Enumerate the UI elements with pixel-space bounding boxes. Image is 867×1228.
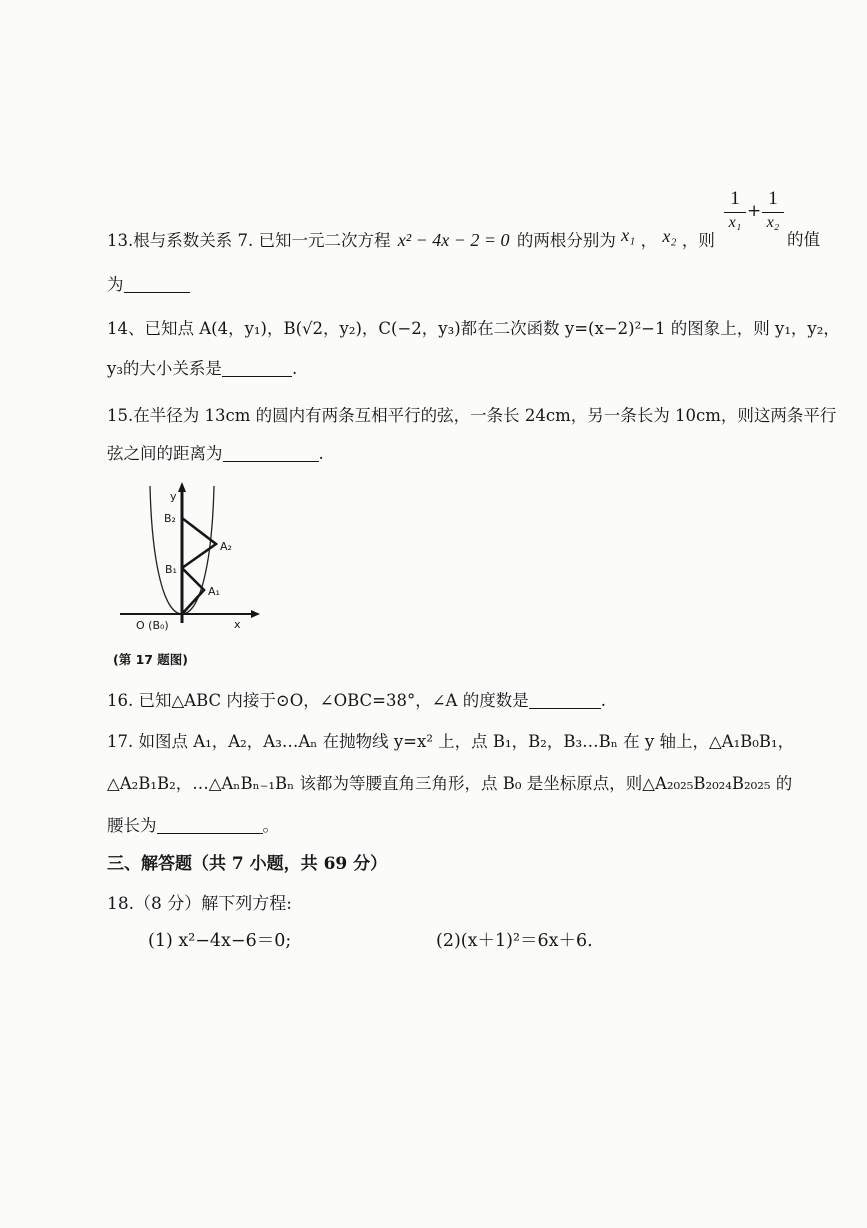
q13-frac2-num: 1	[768, 188, 778, 209]
q13-plus: +	[747, 201, 762, 221]
x-axis-arrow-icon	[251, 610, 260, 618]
q13-then: ，则	[681, 231, 715, 250]
q13-equation: x² − 4x − 2 = 0	[397, 230, 510, 250]
q17-figure	[110, 478, 280, 648]
q17-end: 。	[262, 816, 279, 835]
q17-line3	[107, 815, 279, 837]
b1-label: B₁	[165, 563, 177, 576]
a2-label: A₂	[220, 540, 232, 553]
y-axis-label: y	[170, 490, 177, 503]
q13-frac2-den: x₂	[766, 214, 780, 231]
q18-title: 18.（8 分）解下列方程:	[107, 894, 292, 914]
q13-prefix: 13.根与系数关系 7. 已知一元二次方程	[107, 231, 391, 250]
a1-label: A₁	[208, 585, 220, 598]
answer-blank-14	[222, 360, 292, 377]
y-axis-arrow-icon	[178, 482, 186, 492]
x-axis-label: x	[234, 618, 241, 631]
q17-line1: 17. 如图点 A₁，A₂，A₃…Aₙ 在抛物线 y=x² 上，点 B₁，B₂，B₃…Bₙ 在 y 轴上，△A₁B₀B₁，	[107, 732, 795, 751]
q15-end: .	[318, 444, 324, 463]
q17-line3-text: 腰长为	[107, 816, 157, 835]
q13-line2	[107, 274, 190, 296]
q15-line1: 15.在半径为 13cm 的圆内有两条互相平行的弦，一条长 24cm，另一条长为 10cm，则这两条平行	[107, 406, 837, 425]
q14-line2	[107, 358, 297, 380]
q18-eq1: (1) x²−4x−6＝0;	[148, 931, 292, 951]
q16-line	[107, 690, 606, 712]
q13-frac1	[724, 188, 746, 232]
answer-blank-13	[124, 276, 190, 293]
q15-line2-text: 弦之间的距离为	[107, 444, 223, 463]
q18-eq2: (2)(x＋1)²＝6x＋6.	[436, 931, 593, 951]
q13-x1: x₁	[621, 225, 636, 245]
q15-line2	[107, 443, 324, 465]
section-3-title: 三、解答题（共 7 小题，共 69 分）	[107, 854, 388, 874]
q13-line1	[107, 225, 715, 252]
answer-blank-16	[529, 692, 601, 709]
q13-mid: 的两根分别为	[516, 231, 616, 250]
q17-line2: △A₂B₁B₂，…△AₙBₙ₋₁Bₙ 该都为等腰直角三角形，点 B₀ 是坐标原点，则△A₂₀₂₅B₂₀₂₄B₂₀₂₅ 的	[107, 774, 793, 793]
answer-blank-15	[223, 445, 319, 462]
q14-line1: 14、已知点 A(4，y₁)，B(√2，y₂)，C(−2，y₃)都在二次函数 y=(x−2)²−1 的图象上，则 y₁，y₂，	[107, 319, 840, 338]
origin-label: O (B₀)	[136, 619, 169, 632]
q13-suffix: 的值	[787, 230, 820, 249]
q16-end: .	[600, 691, 606, 710]
q13-sep: ，	[640, 231, 658, 250]
q14-end: .	[291, 359, 298, 378]
q13-line2-text: 为	[107, 275, 124, 294]
q14-line2-text: y₃的大小关系是	[107, 359, 222, 378]
q16-text: 16. 已知△ABC 内接于⊙O，∠OBC=38°，∠A 的度数是	[107, 691, 529, 710]
figure-caption: (第 17 题图)	[113, 652, 189, 667]
q13-x2: x₂	[662, 226, 677, 246]
q13-frac2	[762, 188, 784, 232]
answer-blank-17	[157, 817, 263, 834]
q13-frac1-den: x₁	[728, 214, 742, 231]
q13-frac1-num: 1	[730, 188, 740, 209]
b2-label: B₂	[164, 512, 176, 525]
